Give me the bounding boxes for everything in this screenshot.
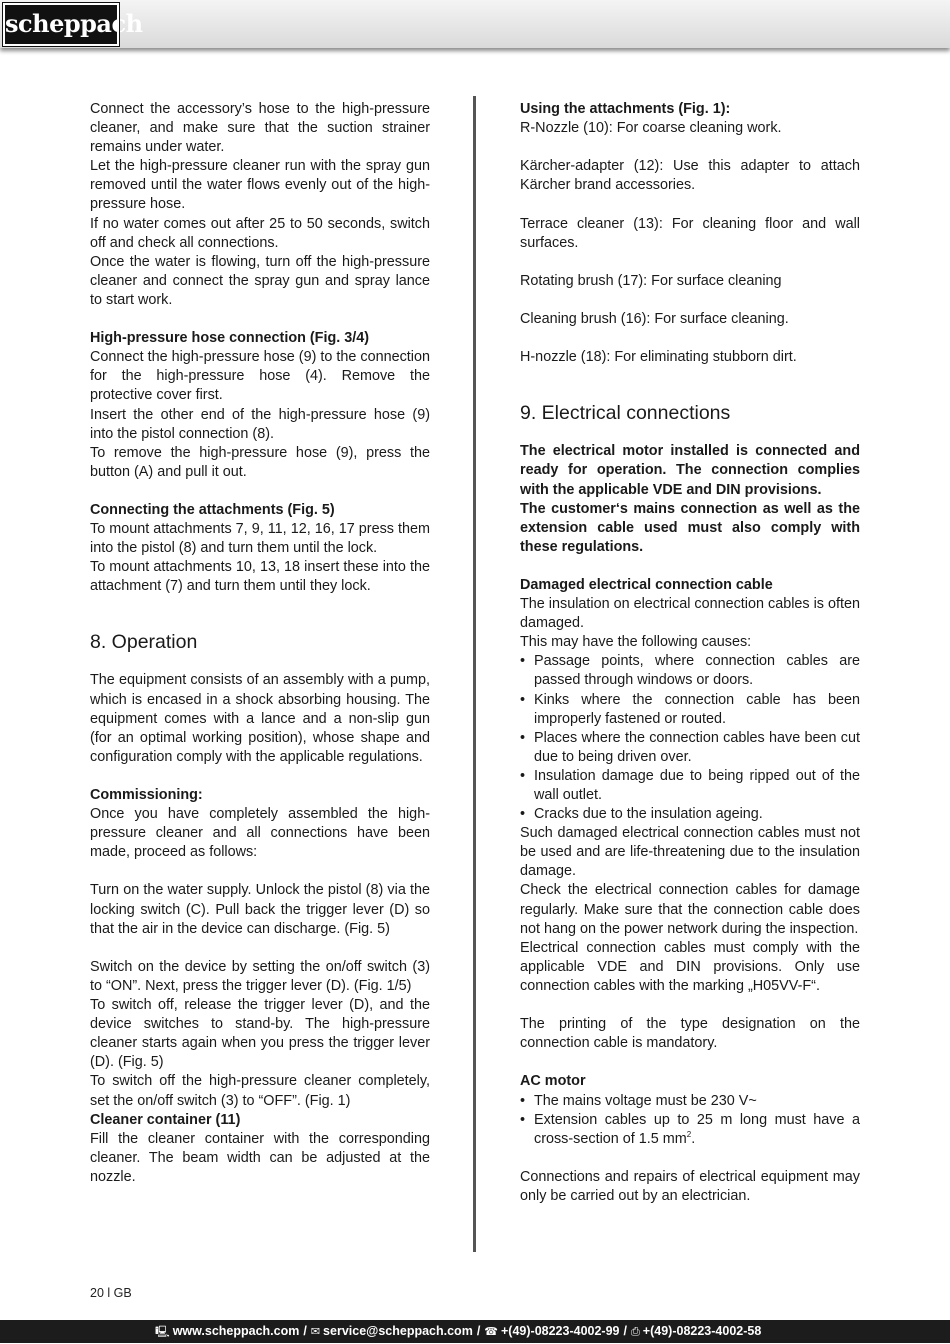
paragraph: Check the electrical connection cables for damage regularly. Make sure that the connection cable does not hang on the power network during the inspection. [520,882,860,937]
fax-icon: ⎙ [630,1326,640,1338]
superscript: 2 [686,1129,692,1139]
ac-motor-list [520,1092,860,1149]
commissioning-heading: Commissioning: [90,787,203,803]
scheppach-logo: scheppach [3,3,119,46]
paragraph: To switch off, release the trigger lever (D), and the device switches to stand-by. The high-pressure cleaner starts again when you press the trigger lever (D). (Fig. 5) [90,997,430,1071]
paragraph: Connect the high-pressure hose (9) to the connection for the high-pressure hose (4). Remove the protective cover first. [90,349,430,404]
paragraph: Once the water is flowing, turn off the high-pressure cleaner and connect the spray gun and spray lance to start work. [90,253,430,308]
hose-connection-heading: High-pressure hose connection (Fig. 3/4) [90,330,370,347]
footer-bar [0,1320,950,1343]
paragraph: The printing of the type designation on the connection cable is mandatory. [520,1016,860,1052]
email-link[interactable]: service@scheppach.com [323,1324,473,1338]
attachments-heading: Connecting the attachments (Fig. 5) [90,501,335,518]
paragraph: The insulation on electrical connection cables is often damaged. [520,596,860,632]
paragraph: To switch off the high-pressure cleaner completely, set the on/off switch (3) to “OFF”. (Fig. 1) [90,1073,430,1109]
paragraph: Electrical connection cables must comply with the applicable VDE and DIN provisions. Only use connection cables with the marking „H05VV-F“. [520,939,860,994]
paragraph: Connections and repairs of electrical equipment may only be carried out by an electrician. [520,1168,860,1204]
fax-number: +(49)-08223-4002-58 [642,1324,762,1338]
list-item-text: Extension cables up to 25 m long must have a cross-section of 1.5 mm [534,1111,860,1147]
list-item: • Insulation damage due to being ripped out of the wall outlet. [520,767,860,805]
bold-paragraph: The electrical motor installed is connected and ready for operation. The connection complies with the applicable VDE and DIN provisions. [520,443,860,498]
operation-section-title: 8. Operation [90,631,198,654]
attachment-item: R-Nozzle (10): For coarse cleaning work. [520,120,782,137]
paragraph: To remove the high-pressure hose (9), press the button (A) and pull it out. [90,444,430,480]
ac-motor-heading: AC motor [520,1073,586,1090]
list-item: • Kinks where the connection cable has been improperly fastened or routed. [520,691,860,729]
list-item [520,1111,860,1149]
paragraph: Turn on the water supply. Unlock the pistol (8) via the locking switch (C). Pull back the trigger lever (D) so that the air in the device can discharge. (Fig. 5) [90,882,430,937]
list-item-suffix: . [691,1130,696,1147]
attachment-item: Terrace cleaner (13): For cleaning floor and wall surfaces. [520,215,860,251]
list-item: • Cracks due to the insulation ageing. [520,805,860,824]
list-item: • The mains voltage must be 230 V~ [520,1092,860,1111]
list-item: • Passage points, where connection cables are passed through windows or doors. [520,652,860,690]
phone-icon: ☎ [484,1326,498,1338]
paragraph: To mount attachments 7, 9, 11, 12, 16, 17 press them into the pistol (8) and turn them until the lock. [90,521,430,557]
footer-contacts [155,1320,761,1344]
attachment-item: Rotating brush (17): For surface cleaning [520,272,782,289]
list-item: • Places where the connection cables have been cut due to being driven over. [520,729,860,767]
separator: / [623,1324,627,1338]
paragraph: Fill the cleaner container with the corresponding cleaner. The beam width can be adjusted at the nozzle. [90,1130,430,1185]
paragraph: Insert the other end of the high-pressure hose (9) into the pistol connection (8). [90,406,430,442]
paragraph: If no water comes out after 25 to 50 seconds, switch off and check all connections. [90,215,430,251]
paragraph: Switch on the device by setting the on/off switch (3) to “ON”. Next, press the trigger lever (D). (Fig. 1/5) [90,958,430,994]
column-divider [473,96,476,1252]
paragraph: Such damaged electrical connection cables must not be used and are life-threatening due to the insulation damage. [520,825,860,880]
causes-list [520,652,860,824]
left-column [90,100,430,1187]
paragraph: This may have the following causes: [520,634,752,651]
separator: / [303,1324,307,1338]
attachment-item: Kärcher-adapter (12): Use this adapter to attach Kärcher brand accessories. [520,158,860,194]
paragraph: Once you have completely assembled the high-pressure cleaner and all connections have been made, proceed as follows: [90,806,430,861]
separator: / [476,1324,481,1338]
damaged-cable-heading: Damaged electrical connection cable [520,576,773,593]
phone-number: +(49)-08223-4002-99 [501,1324,620,1338]
email-icon: ✉ [310,1326,321,1338]
paragraph: Let the high-pressure cleaner run with the spray gun removed until the water flows evenly out of the high-pressure hose. [90,158,430,213]
right-column [520,100,860,1206]
attachment-item: Cleaning brush (16): For surface cleaning. [520,311,789,328]
attachment-item: H-nozzle (18): For eliminating stubborn dirt. [520,349,797,366]
computer-icon: 🖳 [155,1326,170,1338]
paragraph: The equipment consists of an assembly with a pump, which is encased in a shock absorbing housing. The equipment comes with a lance and a non-slip gun (for an optimal working position), whose shape and configuration comply with the applicable regulations. [90,672,430,765]
using-attachments-heading: Using the attachments (Fig. 1): [520,101,731,117]
paragraph: Connect the accessory’s hose to the high-pressure cleaner, and make sure that the suction strainer remains under water. [90,101,430,156]
cleaner-container-heading: Cleaner container (11) [90,1111,241,1128]
paragraph: To mount attachments 10, 13, 18 insert these into the attachment (7) and turn them until they lock. [90,559,430,595]
bold-paragraph: The customer‘s mains connection as well as the extension cable used must also comply with these regulations. [520,500,860,555]
page-number: 20 l GB [90,1286,132,1300]
electrical-section-title: 9. Electrical connections [520,402,731,425]
website-link[interactable]: www.scheppach.com [172,1324,300,1338]
header-bar [0,0,950,48]
